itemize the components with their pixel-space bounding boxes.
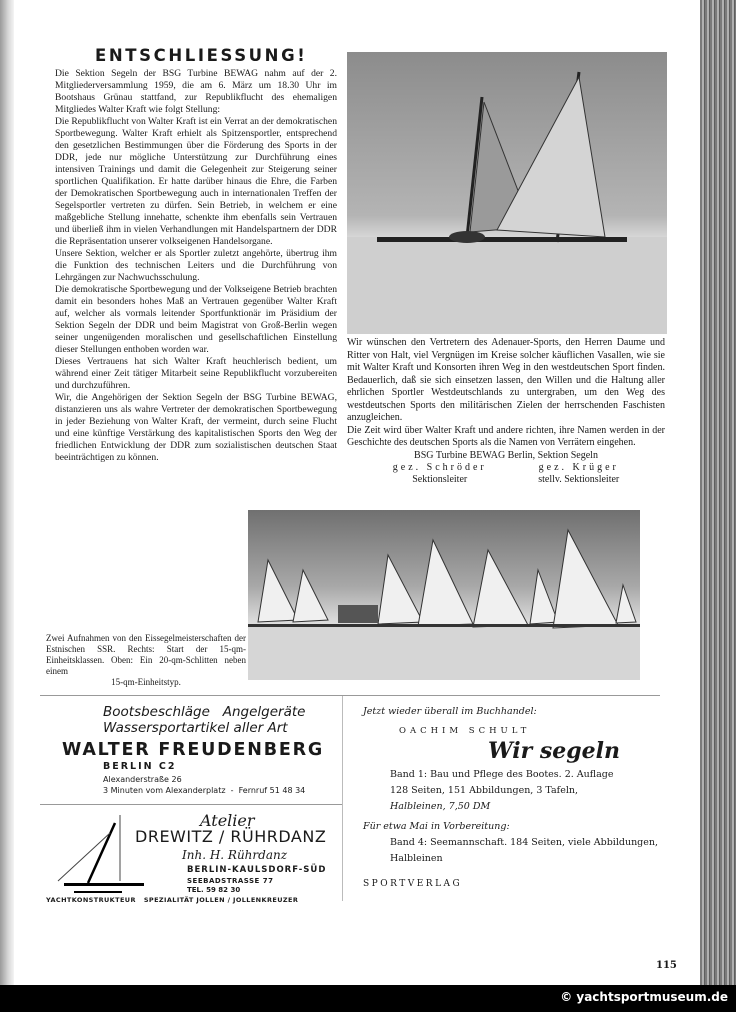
book-title: Wir segeln: [487, 738, 620, 764]
paragraph: Die Zeit wird über Walter Kraft und andere richten, ihre Namen werden in der Geschichte des deutschen Sports als die Namen von Verrätern eingehen.: [347, 424, 665, 448]
ad-freudenberg: [40, 696, 342, 805]
signer-name: gez. Schröder: [392, 461, 487, 473]
page-number: 115: [656, 960, 677, 971]
watermark: © yachtsportmuseum.de: [560, 990, 728, 1004]
paragraph: Unsere Sektion, welcher er als Sportler zuletzt angehörte, übertrug ihm die Funktion des technischen Leiters und die Durchführung von Lehrgängen zur Nachwuchsschulung.: [55, 248, 337, 283]
paragraph: Die demokratische Sportbewegung und der Volkseigene Betrieb brachten damit ein besonders hohes Maß an Vertrauen gegenüber Walter Kraft auf, welcher als vormals leitender Sportfunktionär im Präsidium der Sektion Segeln der DDR und beim Magistrat von Groß-Berlin wegen seiner ungenügenden moralischen und gesellschaftlichen Einstellung dieser Stellungen enthoben worden war.: [55, 284, 337, 355]
ad-footer: YACHTKONSTRUKTEUR SPEZIALITÄT JOLLEN / JOLLENKREUZER: [46, 896, 299, 904]
ad-company-name: WALTER FREUDENBERG: [62, 740, 325, 760]
book-volume: Band 4: Seemannschaft. 184 Seiten, viele Abbildungen, Halbleinen: [390, 837, 659, 864]
paragraph: Dieses Vertrauens hat sich Walter Kraft heuchlerisch bedient, um während einer Zeit tätiger Mitarbeit seine Republikflucht vorzubereiten und durchzuführen.: [55, 356, 337, 391]
signer-role: stellv. Sektionsleiter: [538, 473, 620, 485]
ad-atelier: [40, 805, 342, 904]
signature-block: [347, 450, 665, 486]
caption-text: Zwei Aufnahmen von den Eissegelmeisterschaften der Estnischen SSR. Rechts: Start der 15-qm-Einheitsklassen. Oben: Ein 20-qm-Schlitten neben einem: [46, 633, 246, 676]
photo-iceboats-top: [347, 52, 667, 334]
signer-name: gez. Krüger: [538, 461, 619, 473]
book-author: OACHIM SCHULT: [399, 726, 531, 736]
book-details: 128 Seiten, 151 Abbildungen, 3 Tafeln,: [390, 785, 578, 796]
advertisements: [40, 695, 660, 904]
paragraph: Wir, die Angehörigen der Sektion Segeln der BSG Turbine BEWAG, distanzieren uns als wahre Vertreter der demokratischen Sportbewegung in jeder Beziehung von Walter Kraft, der vermeint, durch seine Flucht und eine künftige Verstärkung des kapitalistischen Sports den Weg der friedlichen Entwicklung der DDR zum sozialistischen deutschen Staat beeinträchtigen zu können.: [55, 392, 337, 463]
ad-city: BERLIN C2: [103, 761, 177, 772]
ad-info: 3 Minuten vom Alexanderplatz - Fernruf 51 48 34: [103, 786, 306, 795]
ad-street: SEEBADSTRASSE 77: [187, 877, 274, 885]
photo-iceboat-start: [248, 510, 640, 680]
book-volume: Band 1: Bau und Pflege des Bootes. 2. Auflage: [390, 769, 614, 780]
signer-role: Sektionsleiter: [412, 473, 468, 485]
article-left-column: [55, 68, 337, 464]
article-right-column: [347, 337, 665, 486]
paragraph: Wir wünschen den Vertretern des Adenauer-Sports, den Herren Daume und Ritter von Halt, viel Vergnügen im Kreise solcher käuflichen Vasallen, wie sie mit Walter Kraft und Konsorten ihren Weg in den westdeutschen Sport finden. Bedauerlich, daß sie sich einsetzen lassen, den Willen und die Haltung aller ehrlichen Sportler Westdeutschlands zu untergraben, um den Weg des westdeutschen Sports den militärischen Zielen der herrschenden Faschisten anzugleichen.: [347, 337, 665, 423]
ad-company-name: DREWITZ / RÜHRDANZ: [135, 827, 327, 846]
ad-intro: Jetzt wieder überall im Buchhandel:: [363, 706, 537, 717]
publisher: SPORTVERLAG: [363, 879, 463, 889]
ad-atelier-label: Atelier: [200, 811, 255, 830]
ad-city: BERLIN-KAULSDORF-SÜD: [187, 865, 327, 875]
book-binding-edge: [0, 0, 14, 985]
paragraph: Die Sektion Segeln der BSG Turbine BEWAG nahm auf der 2. Mitgliederversammlung 1959, die am 6. März um 18.30 Uhr im Bootshaus Grünau stattfand, zur Republikflucht des ehemaligen Mitgliedes Walter Kraft wie folgt Stellung:: [55, 68, 337, 115]
article-title: ENTSCHLIESSUNG!: [95, 46, 308, 65]
book-page-edges: [700, 0, 736, 985]
ad-line: Wassersportartikel aller Art: [103, 720, 288, 736]
ad-owner: Inh. H. Rührdanz: [182, 848, 288, 862]
ad-street: Alexanderstraße 26: [103, 775, 182, 784]
ad-book: [363, 696, 660, 889]
ad-line: Bootsbeschläge Angelgeräte: [103, 704, 306, 720]
caption-text-last: 15-qm-Einheitstyp.: [111, 677, 181, 687]
book-price: Halbleinen, 7,50 DM: [390, 801, 491, 812]
paragraph: Die Republikflucht von Walter Kraft ist ein Verrat an der demokratischen Sportbewegung. Walter Kraft erhielt als Spitzensportler, entsprechend den gesetzlichen Bestimmungen über die Förderung des Sports in der DDR, jede nur mögliche Unterstützung zur Durchführung eines intensiven Trainings und damit die Gelegenheit zur Steigerung seiner sportlichen Qualifikation. Er hatte darüber hinaus die Ehre, die Farben der Demokratischen Sportbewegung auch in internationalen Treffen der Segelsportler vertreten zu dürfen. Sein Betrieb, in welchem er eine maßgebliche Stellung innehatte, schenkte ihm ebenfalls sein Vertrauen und überließ ihm in vielen Verhandlungen mit Handelspartnern der DDR die Repräsentation unserer volkseigenen Handelsorgane.: [55, 116, 337, 247]
sailboat-logo-icon: [48, 811, 148, 896]
ad-upcoming: Für etwa Mai in Vorbereitung:: [363, 821, 510, 832]
signature-org: BSG Turbine BEWAG Berlin, Sektion Segeln: [414, 449, 598, 461]
photo-caption: [46, 633, 246, 688]
ad-phone: TEL. 59 82 30: [187, 886, 241, 894]
